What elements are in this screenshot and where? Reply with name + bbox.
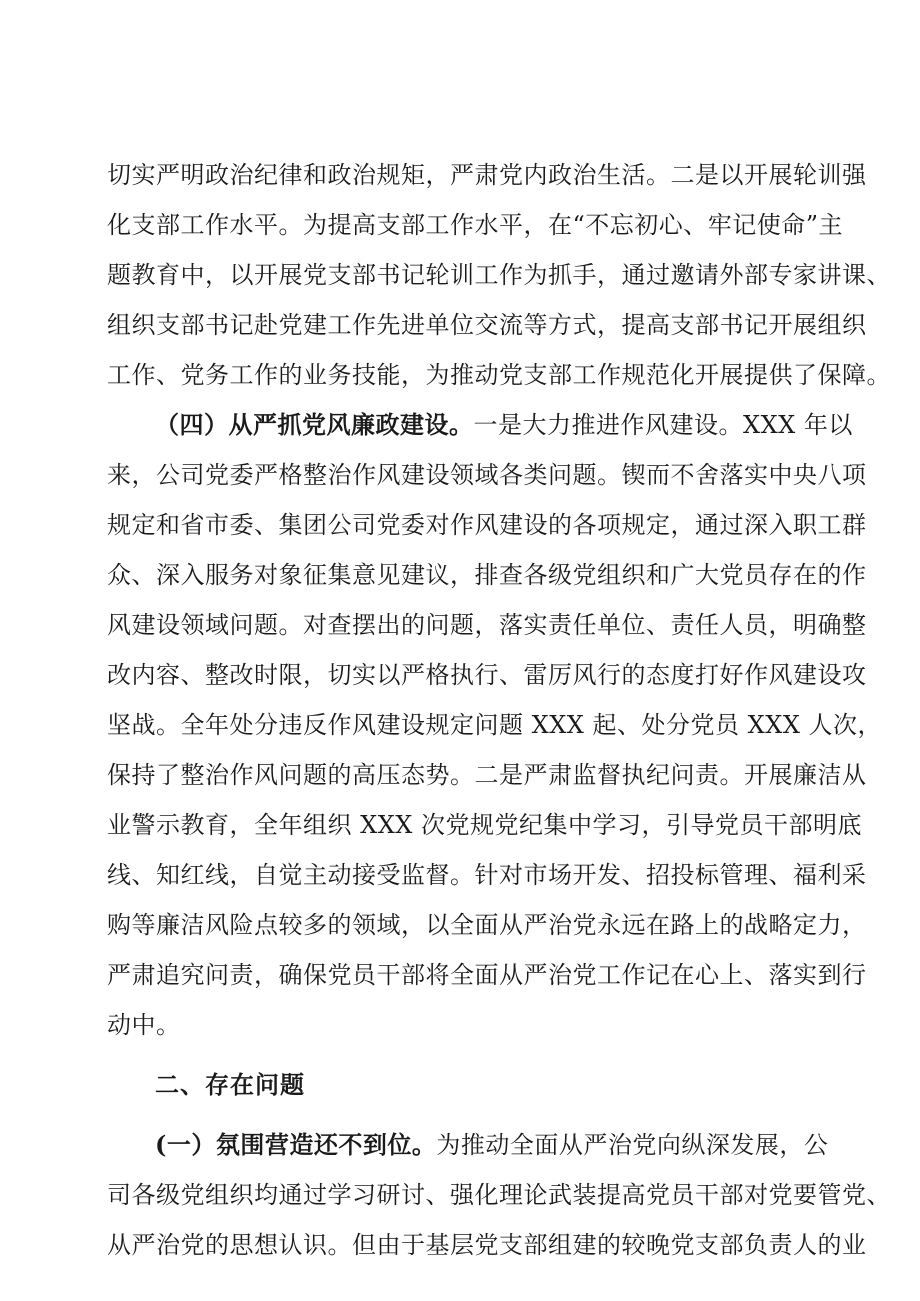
paragraph-line: 坚战。全年处分违反作风建设规定问题 XXX 起、处分党员 XXX 人次， bbox=[107, 711, 883, 739]
subsection-heading: （四）从严抓党风廉政建设。 bbox=[155, 410, 474, 439]
subsection-heading: (一）氛围营造还不到位。 bbox=[155, 1130, 437, 1159]
paragraph-text: 一是大力推进作风建设。XXX 年以 bbox=[473, 411, 853, 439]
paragraph-line: 化支部工作水平。为提高支部工作水平，在“不忘初心、牢记使命”主 bbox=[107, 211, 844, 239]
paragraph-line: 购等廉洁风险点较多的领域，以全面从严治党永远在路上的战略定力， bbox=[107, 911, 867, 939]
paragraph-line: 众、深入服务对象征集意见建议，排查各级党组织和广大党员存在的作 bbox=[107, 561, 867, 589]
paragraph-line: 从严治党的思想认识。但由于基层党支部组建的较晚党支部负责人的业 bbox=[107, 1231, 867, 1259]
paragraph-line: 组织支部书记赴党建工作先进单位交流等方式，提高支部书记开展组织 bbox=[107, 311, 867, 339]
paragraph-first-line bbox=[155, 1128, 827, 1162]
paragraph-first-line bbox=[155, 408, 853, 442]
paragraph-line: 司各级党组织均通过学习研讨、强化理论武装提高党员干部对党要管党、 bbox=[107, 1181, 891, 1209]
paragraph-line: 来，公司党委严格整治作风建设领域各类问题。锲而不舍落实中央八项 bbox=[107, 461, 867, 489]
paragraph-line: 工作、党务工作的业务技能，为推动党支部工作规范化开展提供了保障。 bbox=[107, 361, 891, 389]
paragraph-line: 改内容、整改时限，切实以严格执行、雷厉风行的态度打好作风建设攻 bbox=[107, 661, 867, 689]
paragraph-line: 动中。 bbox=[107, 1011, 181, 1039]
paragraph-line: 线、知红线，自觉主动接受监督。针对市场开发、招投标管理、福利采 bbox=[107, 861, 867, 889]
paragraph-line: 风建设领域问题。对查摆出的问题，落实责任单位、责任人员，明确整 bbox=[107, 611, 867, 639]
paragraph-line: 严肃追究问责，确保党员干部将全面从严治党工作记在心上、落实到行 bbox=[107, 961, 867, 989]
paragraph-line: 规定和省市委、集团公司党委对作风建设的各项规定，通过深入职工群 bbox=[107, 511, 867, 539]
paragraph-line: 保持了整治作风问题的高压态势。二是严肃监督执纪问责。开展廉洁从 bbox=[107, 761, 867, 789]
paragraph-line: 业警示教育，全年组织 XXX 次党规党纪集中学习，引导党员干部明底 bbox=[107, 811, 863, 839]
paragraph-line: 题教育中，以开展党支部书记轮训工作为抓手，通过邀请外部专家讲课、 bbox=[107, 261, 891, 289]
section-heading: 二、存在问题 bbox=[155, 1070, 305, 1099]
paragraph-line: 切实严明政治纪律和政治规矩，严肃党内政治生活。二是以开展轮训强 bbox=[107, 161, 867, 189]
paragraph-text: 为推动全面从严治党向纵深发展，公 bbox=[436, 1131, 829, 1159]
